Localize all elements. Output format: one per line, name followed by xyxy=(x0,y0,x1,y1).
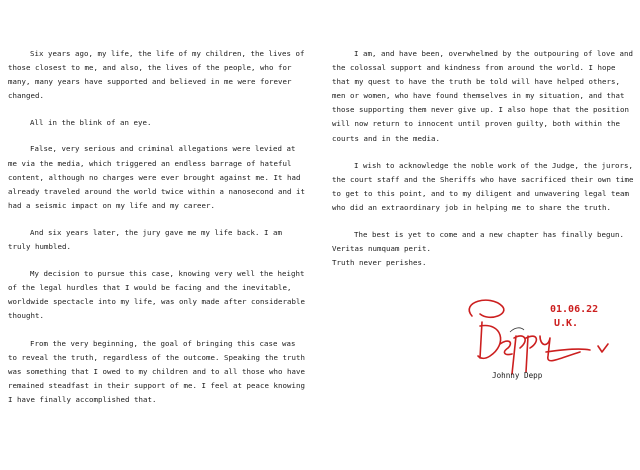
paragraph: Six years ago, my life, the life of my children, the lives of those closest to me, and also, the lives of the people, who for many, many years have supported and believed in me were forever changed. xyxy=(8,49,305,101)
paragraph: My decision to pursue this case, knowing very well the height of the legal hurdles that I would be facing and the inevitable, worldwide spectacle into my life, was only made after considerable thought. xyxy=(8,269,305,321)
handwritten-signature xyxy=(450,292,630,382)
paragraph: False, very serious and criminal allegations were levied at me via the media, which triggered an endless barrage of hateful content, although no charges were ever brought against me. It had already traveled around the world twice within a nanosecond and it had a seismic impact on my life and my career. xyxy=(8,144,305,210)
signatory-name: Johnny Depp xyxy=(492,371,543,380)
handwritten-place: U.K. xyxy=(554,318,579,329)
signature-area xyxy=(450,292,630,382)
paragraph: I am, and have been, overwhelmed by the outpouring of love and the colossal support and kindness from around the world. I hope that my quest to have the truth be told will have helped others, men or women, who have found themselves in my situation, and that those supporting them never give up. I also hope that the position will now return to innocent until proven guilty, both within the courts and in the media. xyxy=(332,49,633,143)
paragraph: All in the blink of an eye. xyxy=(30,118,152,128)
paragraph: I wish to acknowledge the noble work of the Judge, the jurors, the court staff and the Sheriffs who have sacrificed their own time to get to this point, and to my diligent and unwavering legal team who did an extraordinary job in helping me to share the truth. xyxy=(332,160,634,212)
handwritten-date: 01.06.22 xyxy=(550,304,599,315)
right-column xyxy=(332,47,634,270)
paragraph: And six years later, the jury gave me my life back. I am truly humbled. xyxy=(8,227,282,252)
closing-line-latin: Veritas numquam perit. xyxy=(332,244,431,254)
paragraph: From the very beginning, the goal of bringing this case was to reveal the truth, regardless of the outcome. Speaking the truth was something that I owed to my children and to all those who have remained steadfast in their support of me. I feel at peace knowing I have finally accomplished that. xyxy=(8,338,305,404)
closing-line-english: Truth never perishes. xyxy=(332,258,427,268)
left-column xyxy=(8,47,308,420)
paragraph: The best is yet to come and a new chapter has finally begun. xyxy=(354,230,624,240)
